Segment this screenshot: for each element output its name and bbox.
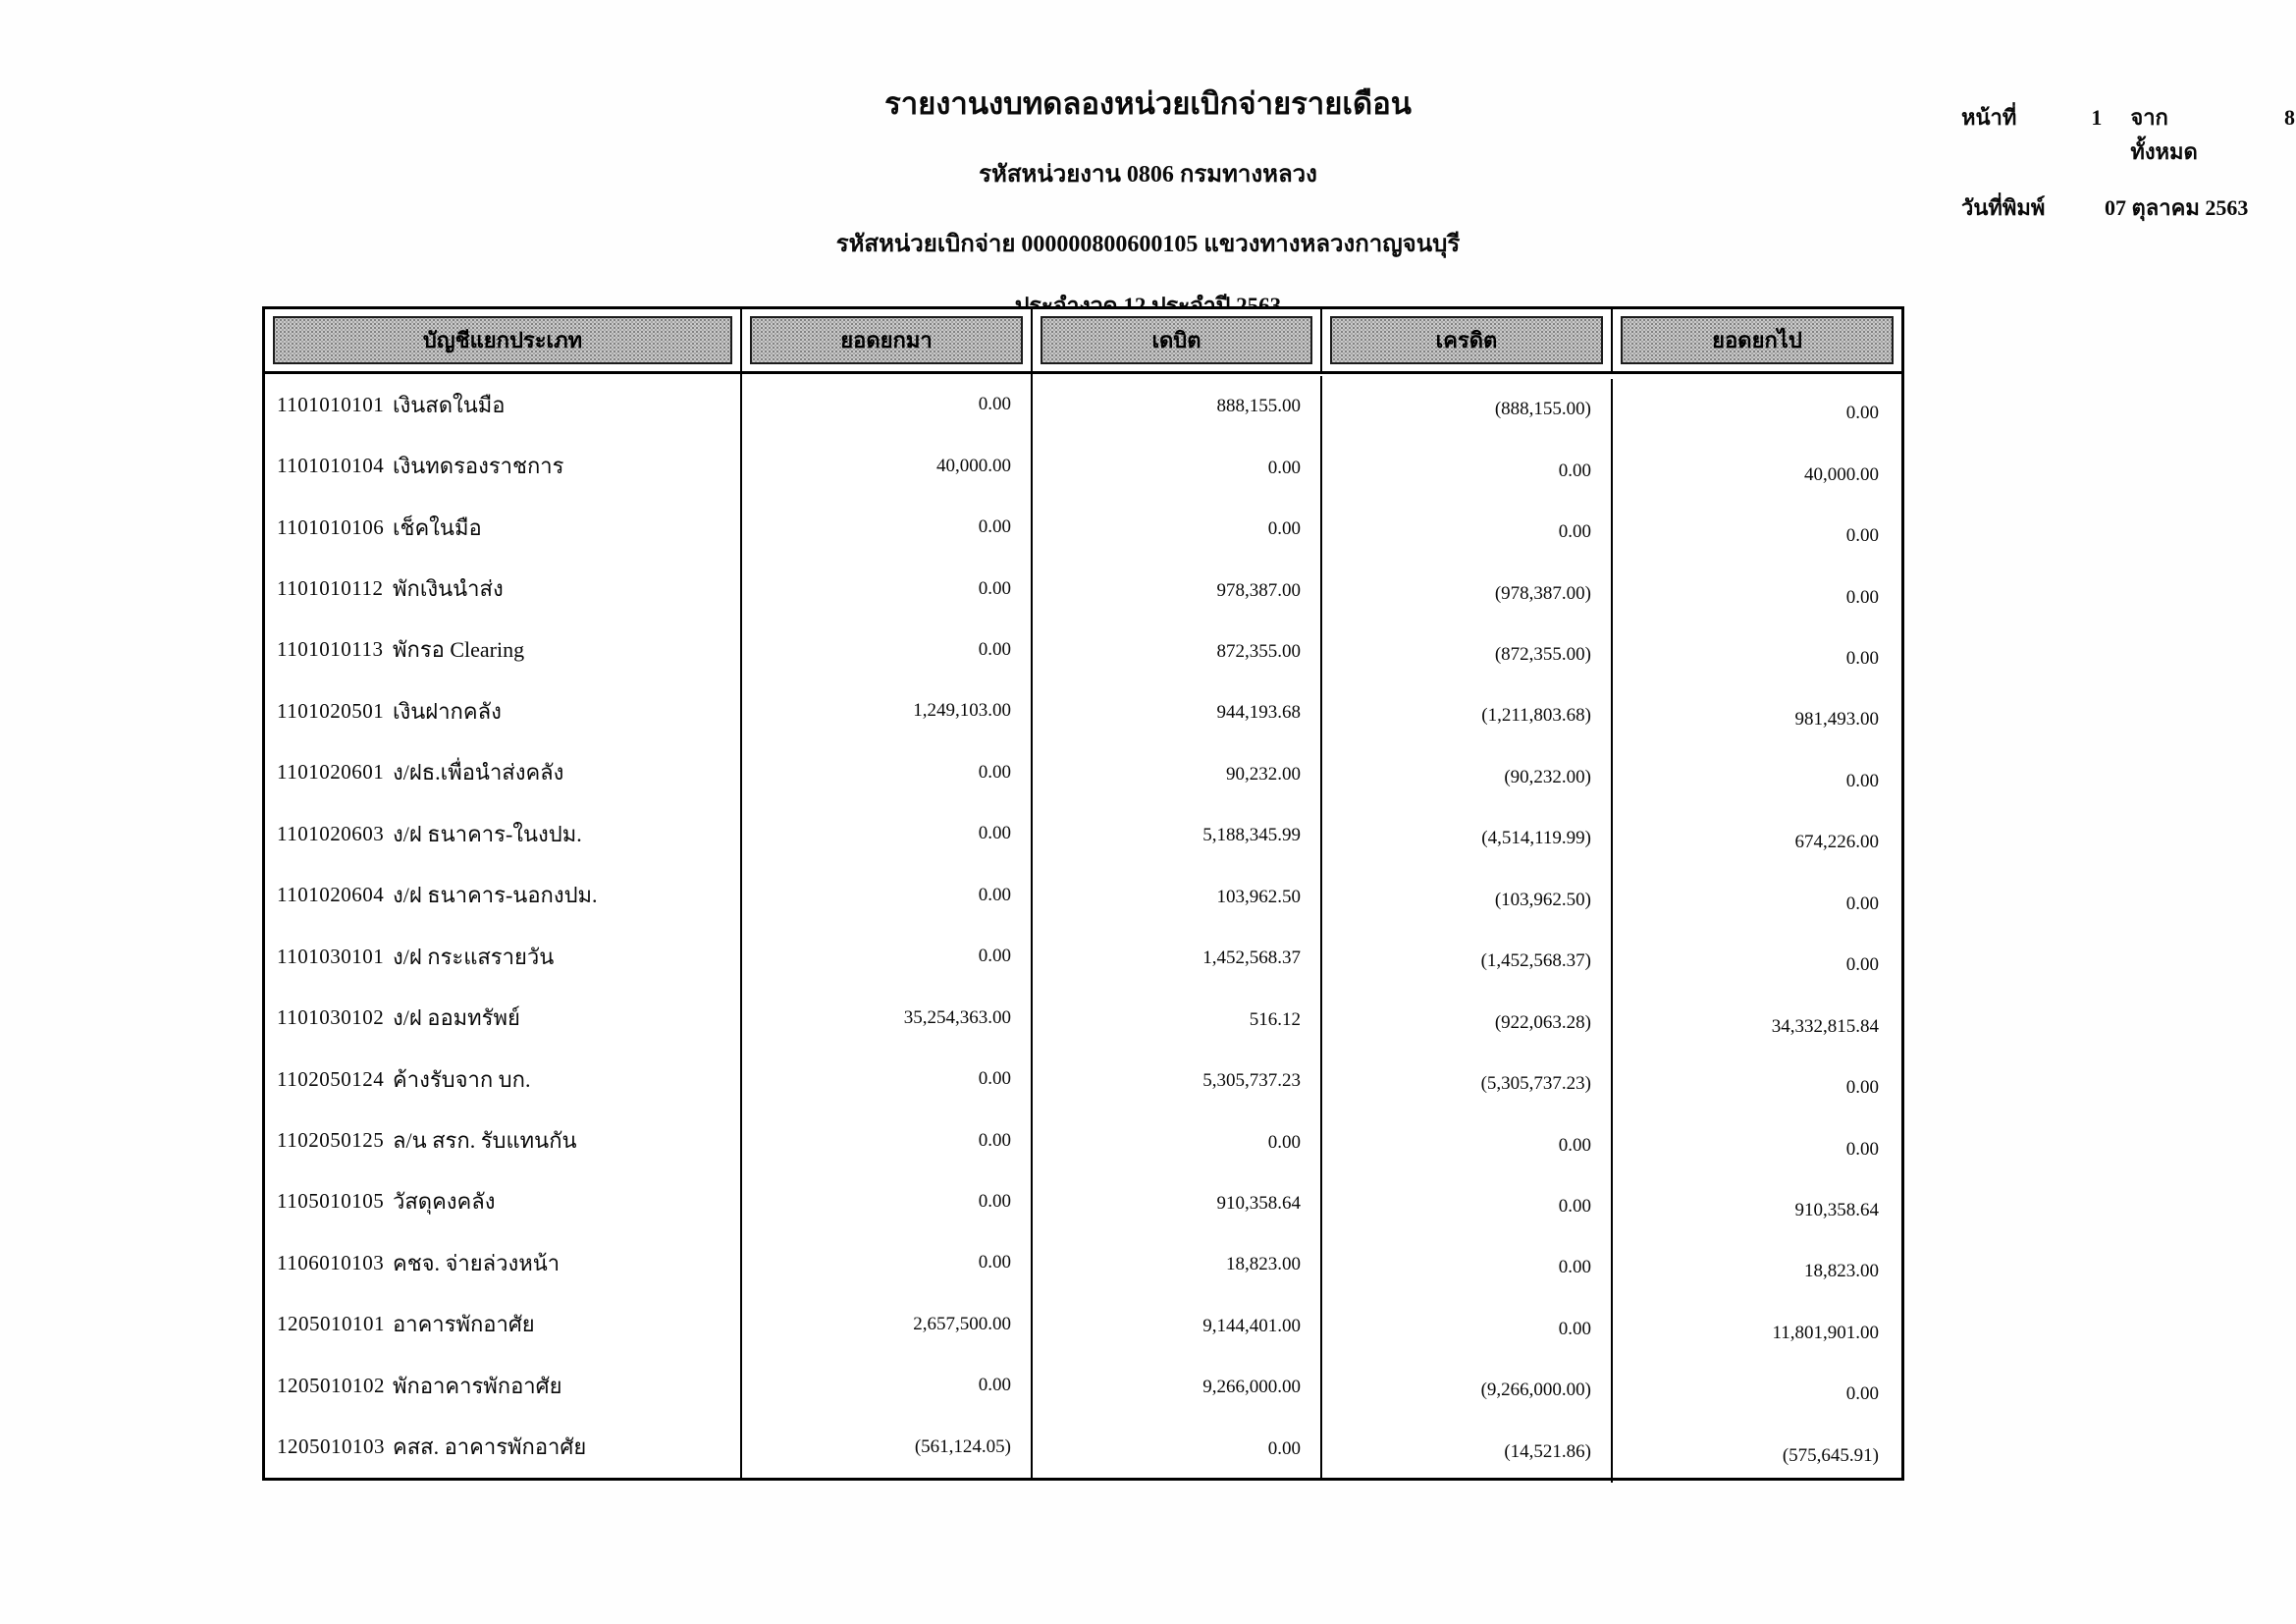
account-code: 1101030101 bbox=[277, 944, 385, 968]
table-row-account-cell bbox=[265, 1110, 742, 1170]
print-date-value: 07 ตุลาคม 2563 bbox=[2105, 195, 2249, 220]
credit-cell: (14,521.86) bbox=[1322, 1422, 1613, 1483]
carried-forward-cell: 910,358.64 bbox=[1794, 1199, 1879, 1220]
credit-cell: 0.00 bbox=[1322, 502, 1613, 563]
table-row-account-cell bbox=[265, 435, 742, 496]
debit-cell: 0.00 bbox=[1033, 499, 1322, 560]
table-row-account-cell bbox=[265, 1049, 742, 1110]
debit-cell: 18,823.00 bbox=[1033, 1234, 1322, 1295]
trial-balance-table bbox=[262, 306, 1904, 1481]
account-code: 1101020601 bbox=[277, 760, 385, 785]
report-title: รายงานงบทดลองหน่วยเบิกจ่ายรายเดือน bbox=[884, 86, 1412, 121]
account-code: 1101020604 bbox=[277, 883, 385, 907]
account-name: ง/ฝธ.เพื่อนำส่งคลัง bbox=[393, 760, 564, 785]
brought-forward-cell: 0.00 bbox=[742, 1355, 1033, 1416]
credit-cell: (4,514,119.99) bbox=[1322, 808, 1613, 869]
account-code: 1101010104 bbox=[277, 454, 385, 478]
table-row-account-cell bbox=[265, 1417, 742, 1478]
debit-cell: 944,193.68 bbox=[1033, 682, 1322, 743]
debit-cell: 90,232.00 bbox=[1033, 744, 1322, 805]
credit-cell: (103,962.50) bbox=[1322, 870, 1613, 931]
credit-cell: (9,266,000.00) bbox=[1322, 1360, 1613, 1421]
table-row-account-cell bbox=[265, 742, 742, 803]
column-header-account bbox=[265, 309, 742, 374]
carried-forward-cell: 0.00 bbox=[1845, 1138, 1879, 1160]
table-row-account-cell bbox=[265, 620, 742, 680]
page-of-label: จากทั้งหมด bbox=[2130, 105, 2198, 164]
table-row-account-cell bbox=[265, 987, 742, 1048]
account-name: เช็คในมือ bbox=[393, 514, 482, 540]
brought-forward-cell: 0.00 bbox=[742, 620, 1033, 680]
brought-forward-cell: 35,254,363.00 bbox=[742, 987, 1033, 1048]
column-header-carried-forward bbox=[1613, 309, 1901, 374]
account-code: 1102050124 bbox=[277, 1066, 385, 1091]
account-code: 1106010103 bbox=[277, 1250, 385, 1274]
table-row-account-cell bbox=[265, 558, 742, 619]
account-code: 1101010101 bbox=[277, 392, 385, 416]
account-name: ล/น สรก. รับแทนกัน bbox=[393, 1128, 577, 1154]
carried-forward-cell: 674,226.00 bbox=[1794, 832, 1879, 853]
credit-cell: 0.00 bbox=[1322, 1237, 1613, 1298]
debit-cell: 888,155.00 bbox=[1033, 376, 1322, 437]
debit-cell: 0.00 bbox=[1033, 1111, 1322, 1172]
account-name: ง/ฝ ธนาคาร-ในงปม. bbox=[393, 821, 582, 846]
carried-forward-cell: 0.00 bbox=[1845, 954, 1879, 976]
account-code: 1101010106 bbox=[277, 514, 385, 539]
table-row-account-cell bbox=[265, 497, 742, 558]
debit-cell: 978,387.00 bbox=[1033, 560, 1322, 621]
credit-cell: 0.00 bbox=[1322, 1299, 1613, 1360]
column-header-account-label: บัญชีแยกประเภท bbox=[273, 316, 732, 364]
brought-forward-cell: 2,657,500.00 bbox=[742, 1294, 1033, 1355]
account-code: 1101030102 bbox=[277, 1005, 385, 1030]
credit-cell: (888,155.00) bbox=[1322, 379, 1613, 440]
print-date-label: วันที่พิมพ์ bbox=[1961, 195, 2046, 220]
page-indicator bbox=[1961, 100, 2295, 169]
credit-cell: (978,387.00) bbox=[1322, 563, 1613, 623]
carried-forward-cell: 11,801,901.00 bbox=[1772, 1322, 1879, 1343]
carried-forward-cell: 0.00 bbox=[1845, 403, 1879, 424]
column-header-brought-forward bbox=[742, 309, 1033, 374]
column-header-debit bbox=[1033, 309, 1322, 374]
print-date-row bbox=[1961, 190, 2295, 225]
debit-cell: 872,355.00 bbox=[1033, 622, 1322, 682]
account-name: พักรอ Clearing bbox=[393, 637, 525, 663]
table-row-account-cell bbox=[265, 1232, 742, 1293]
account-code: 1101010113 bbox=[277, 637, 384, 662]
account-name: อาคารพักอาศัย bbox=[393, 1312, 535, 1337]
column-header-brought-forward-label: ยอดยกมา bbox=[750, 316, 1023, 364]
page-label: หน้าที่ bbox=[1961, 105, 2017, 130]
table-row-account-cell bbox=[265, 1294, 742, 1355]
table-row-account-cell bbox=[265, 803, 742, 864]
carried-forward-cell: 18,823.00 bbox=[1804, 1261, 1879, 1282]
table-row-account-cell bbox=[265, 865, 742, 926]
report-header bbox=[0, 79, 2296, 324]
account-code: 1101010112 bbox=[277, 576, 384, 601]
account-name: พักเงินนำส่ง bbox=[393, 576, 504, 602]
credit-cell: (90,232.00) bbox=[1322, 747, 1613, 808]
brought-forward-cell: 0.00 bbox=[742, 497, 1033, 558]
credit-cell: (1,211,803.68) bbox=[1322, 685, 1613, 746]
page-number: 1 bbox=[2091, 105, 2103, 130]
column-header-carried-forward-label: ยอดยกไป bbox=[1621, 316, 1894, 364]
account-name: ค้างรับจาก บก. bbox=[393, 1066, 531, 1092]
account-name: คชจ. จ่ายล่วงหน้า bbox=[393, 1250, 561, 1275]
account-name: วัสดุคงคลัง bbox=[393, 1189, 496, 1215]
brought-forward-cell: 0.00 bbox=[742, 1049, 1033, 1110]
debit-cell: 0.00 bbox=[1033, 437, 1322, 498]
debit-cell: 9,266,000.00 bbox=[1033, 1357, 1322, 1418]
account-name: ง/ฝ กระแสรายวัน bbox=[393, 944, 555, 969]
carried-forward-cell: 0.00 bbox=[1845, 525, 1879, 547]
brought-forward-cell: 0.00 bbox=[742, 742, 1033, 803]
debit-cell: 5,188,345.99 bbox=[1033, 805, 1322, 866]
table-row-account-cell bbox=[265, 374, 742, 435]
debit-cell: 0.00 bbox=[1033, 1419, 1322, 1480]
debit-cell: 5,305,737.23 bbox=[1033, 1051, 1322, 1111]
brought-forward-cell: (561,124.05) bbox=[742, 1417, 1033, 1478]
account-code: 1205010102 bbox=[277, 1373, 385, 1397]
credit-cell: (5,305,737.23) bbox=[1322, 1054, 1613, 1114]
debit-cell: 1,452,568.37 bbox=[1033, 928, 1322, 989]
debit-cell: 103,962.50 bbox=[1033, 867, 1322, 928]
credit-cell: 0.00 bbox=[1322, 1114, 1613, 1175]
account-code: 1205010103 bbox=[277, 1435, 385, 1459]
account-name: คสส. อาคารพักอาศัย bbox=[393, 1435, 587, 1460]
account-name: เงินทดรองราชการ bbox=[393, 454, 564, 479]
brought-forward-cell: 0.00 bbox=[742, 1171, 1033, 1232]
page-info bbox=[1961, 100, 2295, 246]
report-unit-line: รหัสหน่วยเบิกจ่าย 000000800600105 แขวงทางหลวงกาญจนบุรี bbox=[835, 232, 1461, 257]
account-code: 1105010105 bbox=[277, 1189, 385, 1214]
page-count: 8 bbox=[2284, 105, 2296, 130]
brought-forward-cell: 0.00 bbox=[742, 1110, 1033, 1170]
debit-cell: 516.12 bbox=[1033, 989, 1322, 1050]
debit-cell: 9,144,401.00 bbox=[1033, 1296, 1322, 1357]
debit-cell: 910,358.64 bbox=[1033, 1173, 1322, 1234]
account-code: 1205010101 bbox=[277, 1312, 385, 1336]
carried-forward-cell: 0.00 bbox=[1845, 770, 1879, 791]
table-row-account-cell bbox=[265, 1171, 742, 1232]
carried-forward-cell: (575,645.91) bbox=[1782, 1444, 1879, 1466]
brought-forward-cell: 40,000.00 bbox=[742, 435, 1033, 496]
account-name: เงินสดในมือ bbox=[393, 392, 506, 417]
credit-cell: 0.00 bbox=[1322, 440, 1613, 501]
brought-forward-cell: 1,249,103.00 bbox=[742, 680, 1033, 741]
credit-cell: 0.00 bbox=[1322, 1176, 1613, 1237]
brought-forward-cell: 0.00 bbox=[742, 803, 1033, 864]
credit-cell: (1,452,568.37) bbox=[1322, 931, 1613, 992]
brought-forward-cell: 0.00 bbox=[742, 865, 1033, 926]
account-code: 1101020501 bbox=[277, 698, 385, 723]
carried-forward-cell: 0.00 bbox=[1845, 1077, 1879, 1099]
brought-forward-cell: 0.00 bbox=[742, 374, 1033, 435]
credit-cell: (872,355.00) bbox=[1322, 624, 1613, 685]
carried-forward-cell: 0.00 bbox=[1845, 647, 1879, 669]
account-name: เงินฝากคลัง bbox=[393, 698, 502, 724]
brought-forward-cell: 0.00 bbox=[742, 558, 1033, 619]
account-name: ง/ฝ ออมทรัพย์ bbox=[393, 1005, 520, 1031]
brought-forward-cell: 0.00 bbox=[742, 1232, 1033, 1293]
carried-forward-cell: 0.00 bbox=[1845, 586, 1879, 608]
column-header-credit bbox=[1322, 309, 1613, 374]
table-row-account-cell bbox=[265, 1355, 742, 1416]
credit-cell: (922,063.28) bbox=[1322, 992, 1613, 1053]
column-header-debit-label: เดบิต bbox=[1041, 316, 1312, 364]
carried-forward-cell: 40,000.00 bbox=[1804, 463, 1879, 485]
brought-forward-cell: 0.00 bbox=[742, 926, 1033, 987]
carried-forward-cell: 34,332,815.84 bbox=[1771, 1015, 1879, 1037]
table-row-account-cell bbox=[265, 680, 742, 741]
account-code: 1102050125 bbox=[277, 1128, 385, 1153]
account-code: 1101020603 bbox=[277, 821, 385, 845]
carried-forward-cell: 981,493.00 bbox=[1794, 709, 1879, 731]
carried-forward-cell: 0.00 bbox=[1845, 893, 1879, 914]
account-name: พักอาคารพักอาศัย bbox=[393, 1373, 562, 1398]
carried-forward-cell: 0.00 bbox=[1845, 1383, 1879, 1405]
report-agency-line: รหัสหน่วยงาน 0806 กรมทางหลวง bbox=[979, 162, 1317, 188]
account-name: ง/ฝ ธนาคาร-นอกงปม. bbox=[393, 883, 598, 908]
table-row-account-cell bbox=[265, 926, 742, 987]
column-header-credit-label: เครดิต bbox=[1330, 316, 1603, 364]
